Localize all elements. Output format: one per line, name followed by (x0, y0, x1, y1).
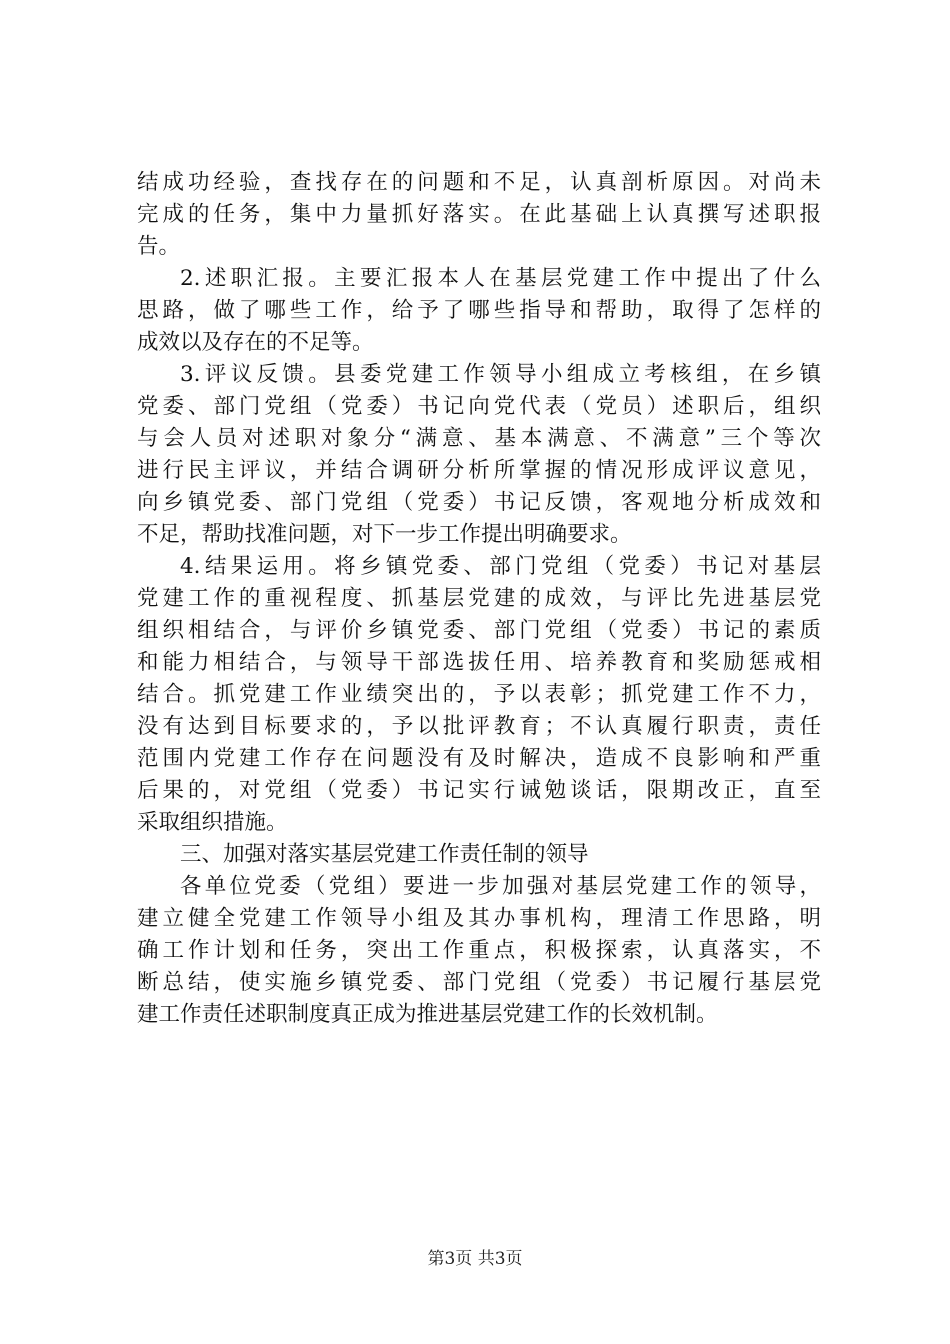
text-line: 2.述职汇报。主要汇报本人在基层党建工作中提出了什么 (180, 266, 821, 291)
text-line: 告。 (137, 234, 181, 259)
document-body (137, 167, 821, 1031)
text-line: 断总结，使实施乡镇党委、部门党组（党委）书记履行基层党 (137, 970, 821, 995)
text-line: 建立健全党建工作领导小组及其办事机构，理清工作思路，明 (137, 906, 821, 931)
text-line: 成效以及存在的不足等。 (137, 330, 374, 355)
text-line: 完成的任务，集中力量抓好落实。在此基础上认真撰写述职报 (137, 202, 821, 227)
text-line: 后果的，对党组（党委）书记实行诫勉谈话，限期改正，直至 (137, 778, 821, 803)
text-line: 三、加强对落实基层党建工作责任制的领导 (180, 842, 589, 867)
text-line: 建工作责任述职制度真正成为推进基层党建工作的长效机制。 (137, 1002, 718, 1027)
text-line: 思路，做了哪些工作，给予了哪些指导和帮助，取得了怎样的 (137, 298, 821, 323)
text-line: 向乡镇党委、部门党组（党委）书记反馈，客观地分析成效和 (137, 490, 821, 515)
text-line: 结成功经验，查找存在的问题和不足，认真剖析原因。对尚未 (137, 170, 821, 195)
text-line: 各单位党委（党组）要进一步加强对基层党建工作的领导， (180, 874, 821, 899)
text-line: 党委、部门党组（党委）书记向党代表（党员）述职后，组织 (137, 394, 821, 419)
text-line: 3.评议反馈。县委党建工作领导小组成立考核组，在乡镇 (180, 362, 821, 387)
page-footer: 第3页 共3页 (427, 1249, 523, 1269)
text-line: 结合。抓党建工作业绩突出的，予以表彰；抓党建工作不力， (137, 682, 821, 707)
text-line: 和能力相结合，与领导干部选拔任用、培养教育和奖励惩戒相 (137, 650, 821, 675)
text-line: 进行民主评议，并结合调研分析所掌握的情况形成评议意见， (137, 458, 821, 483)
text-line: 确工作计划和任务，突出工作重点，积极探索，认真落实，不 (137, 938, 821, 963)
text-line: 采取组织措施。 (137, 810, 288, 835)
text-line: 范围内党建工作存在问题没有及时解决，造成不良影响和严重 (137, 746, 821, 771)
text-line: 不足，帮助找准问题，对下一步工作提出明确要求。 (137, 522, 632, 547)
text-line: 党建工作的重视程度、抓基层党建的成效，与评比先进基层党 (137, 586, 821, 611)
text-line: 组织相结合，与评价乡镇党委、部门党组（党委）书记的素质 (137, 618, 821, 643)
text-line: 没有达到目标要求的，予以批评教育；不认真履行职责，责任 (137, 714, 821, 739)
text-line: 4.结果运用。将乡镇党委、部门党组（党委）书记对基层 (180, 554, 821, 579)
text-line: 与会人员对述职对象分“满意、基本满意、不满意”三个等次 (137, 426, 821, 451)
